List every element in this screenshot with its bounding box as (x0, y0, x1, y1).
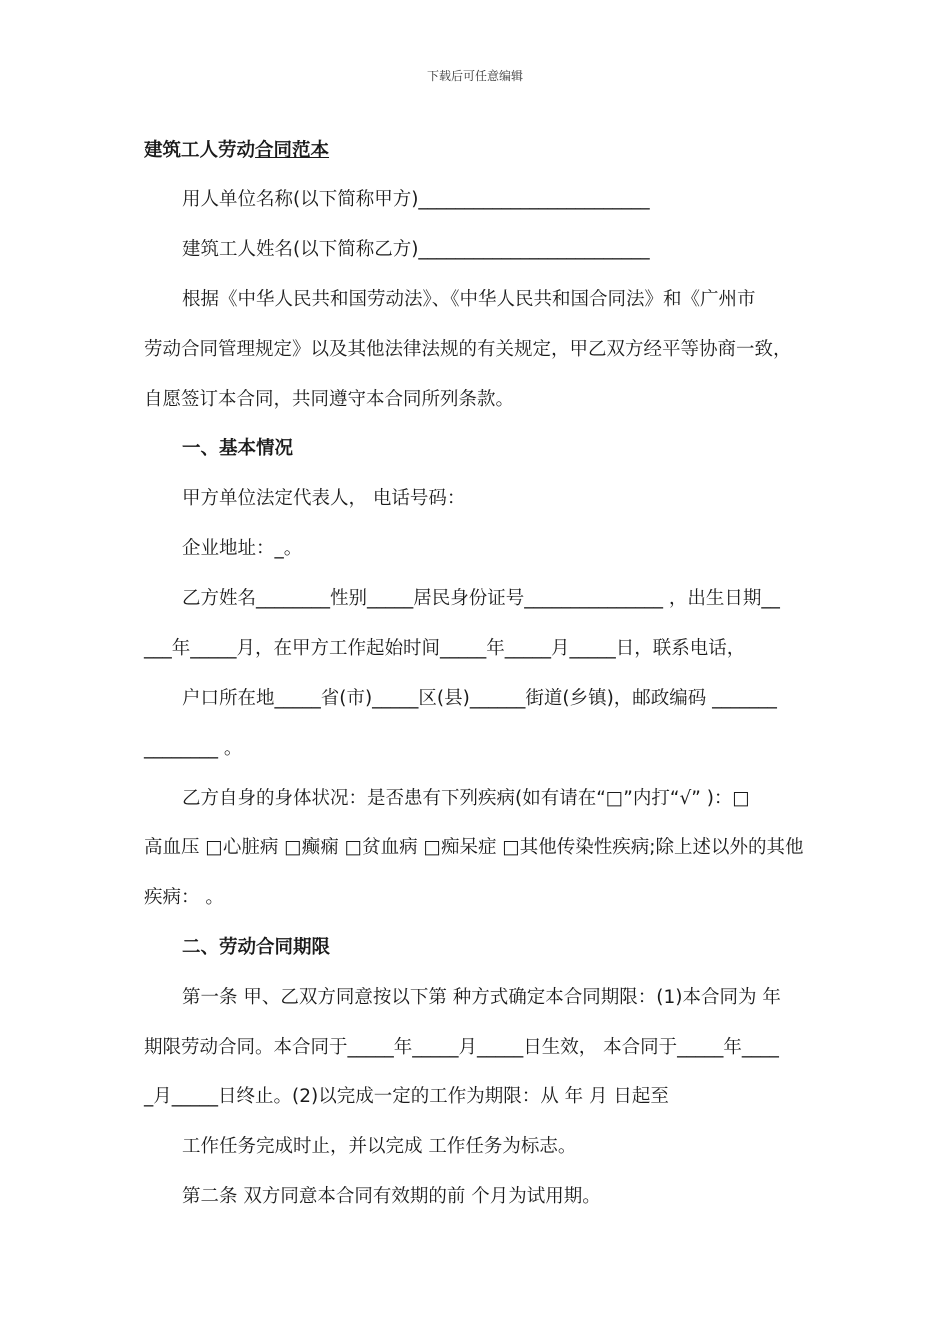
preamble-line-2: 劳动合同管理规定》以及其他法律法规的有关规定，甲乙双方经平等协商一致， (144, 339, 792, 360)
household-line-1: 户口所在地_____省(市)_____区(县)______街道(乡镇)，邮政编码 _______ (182, 688, 777, 709)
worker-info-line-2: ___年_____月，在甲方工作起始时间_____年_____月_____日，联系电话， (144, 638, 746, 659)
page-header: 下载后可任意编辑 (426, 69, 523, 83)
employer-name-line: 用人单位名称(以下简称甲方)_________________________ (182, 189, 650, 210)
section-heading-contract-term: 二、劳动合同期限 (182, 937, 331, 958)
household-line-2: ________ 。 (144, 738, 243, 759)
article-1-line-2: 期限劳动合同。本合同于_____年_____月_____日生效， 本合同于_____年____ (144, 1037, 779, 1058)
article-1-line-3: _月_____日终止。(2)以完成一定的工作为期限：从 年 月 日起至 (144, 1086, 669, 1107)
title-part1: 建筑工人劳动 (144, 140, 256, 161)
health-line-3: 疾病： 。 (144, 887, 224, 908)
health-line-1: 乙方自身的身体状况：是否患有下列疾病(如有请在“□”内打“√” )：□ (182, 788, 750, 809)
company-address-line: 企业地址：_。 (182, 538, 303, 559)
legal-rep-line: 甲方单位法定代表人， 电话号码： (182, 488, 466, 509)
worker-info-line-1: 乙方姓名________性别_____居民身份证号_______________ ，出生日期__ (182, 588, 780, 609)
document-title (144, 138, 329, 164)
worker-name-line: 建筑工人姓名(以下简称乙方)_________________________ (182, 239, 650, 260)
section-heading-basic-info: 一、基本情况 (182, 438, 294, 459)
article-1-line-1: 第一条 甲、乙双方同意按以下第 种方式确定本合同期限：(1)本合同为 年 (182, 987, 781, 1008)
article-2-line: 第二条 双方同意本合同有效期的前 个月为试用期。 (182, 1186, 601, 1207)
preamble-line-1: 根据《中华人民共和国劳动法》、《中华人民共和国合同法》和《广州市 (182, 289, 756, 310)
article-1-line-4: 工作任务完成时止，并以完成 工作任务为标志。 (182, 1136, 577, 1157)
preamble-line-3: 自愿签订本合同，共同遵守本合同所列条款。 (144, 389, 515, 410)
health-line-2: 高血压 □心脏病 □癫痫 □贫血病 □痴呆症 □其他传染性疾病;除上述以外的其他 (144, 837, 804, 858)
title-part2: 合同范本 (255, 140, 330, 161)
